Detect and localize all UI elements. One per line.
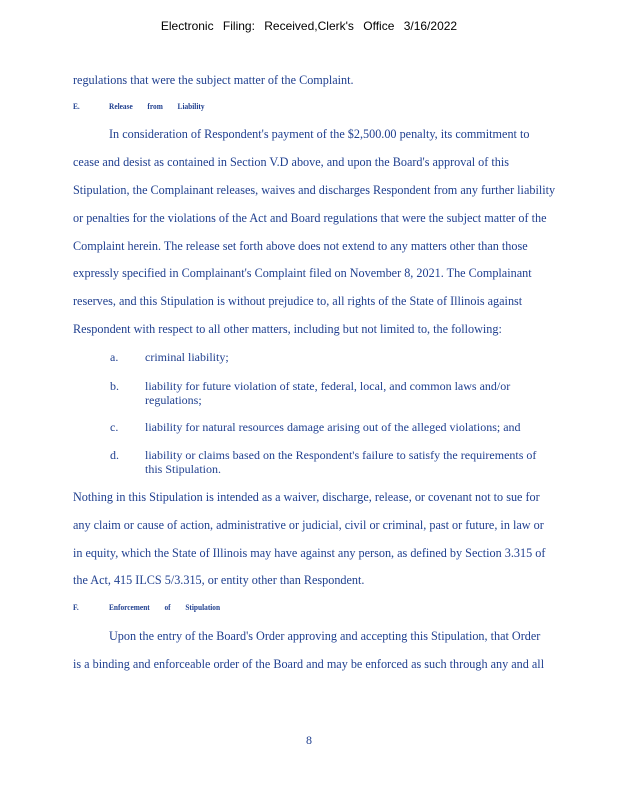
body-line: Respondent with respect to all other matters, including but not limited to, the following: xyxy=(73,322,502,336)
body-line: Upon the entry of the Board's Order approving and accepting this Stipulation, that Order xyxy=(109,629,541,643)
efiling-header: Electronic Filing: Received,Clerk's Office 3/16/2022 xyxy=(160,19,458,33)
body-line: Stipulation, the Complainant releases, waives and discharges Respondent from any further liability xyxy=(73,183,556,197)
section-f-letter: F. xyxy=(73,603,79,612)
body-line: In consideration of Respondent's payment of the $2,500.00 penalty, its commitment to xyxy=(109,127,530,141)
page-number: 8 xyxy=(306,733,312,747)
body-line: cease and desist as contained in Section V.D above, and upon the Board's approval of this xyxy=(73,155,509,169)
section-f-title: Enforcement of Stipulation xyxy=(109,603,221,612)
body-line: expressly specified in Complainant's Complaint filed on November 8, 2021. The Complainant xyxy=(73,266,532,280)
body-line: the Act, 415 ILCS 5/3.315, or entity other than Respondent. xyxy=(73,573,365,587)
list-item-text: criminal liability; xyxy=(145,350,229,364)
body-line: regulations that were the subject matter of the Complaint. xyxy=(73,73,354,87)
body-line: any claim or cause of action, administrative or judicial, civil or criminal, past or future, in law or xyxy=(73,518,544,532)
body-line: reserves, and this Stipulation is without prejudice to, all rights of the State of Illinois against xyxy=(73,294,523,308)
list-item-text: liability for natural resources damage arising out of the alleged violations; and xyxy=(145,420,521,434)
list-item-label: d. xyxy=(110,448,119,462)
list-item-label: a. xyxy=(110,350,119,364)
body-line: or penalties for the violations of the Act and Board regulations that were the subject matter of the xyxy=(73,211,547,225)
body-line: Complaint herein. The release set forth above does not extend to any matters other than those xyxy=(73,239,528,253)
section-e-letter: E. xyxy=(73,102,80,111)
section-e-title: Release from Liability xyxy=(109,102,205,111)
body-line: is a binding and enforceable order of the Board and may be enforced as such through any and all xyxy=(73,657,545,671)
body-line: in equity, which the State of Illinois may have against any person, as defined by Section 3.315 of xyxy=(73,546,546,560)
list-item-text: liability for future violation of state, federal, local, and common laws and/or xyxy=(145,379,511,393)
list-item-label: c. xyxy=(110,420,119,434)
list-item-text: liability or claims based on the Respondent's failure to satisfy the requirements of xyxy=(145,448,537,462)
list-item-text: regulations; xyxy=(145,393,202,407)
body-line: Nothing in this Stipulation is intended as a waiver, discharge, release, or covenant not to sue for xyxy=(73,490,540,504)
list-item-text: this Stipulation. xyxy=(145,462,222,476)
list-item-label: b. xyxy=(110,379,119,393)
